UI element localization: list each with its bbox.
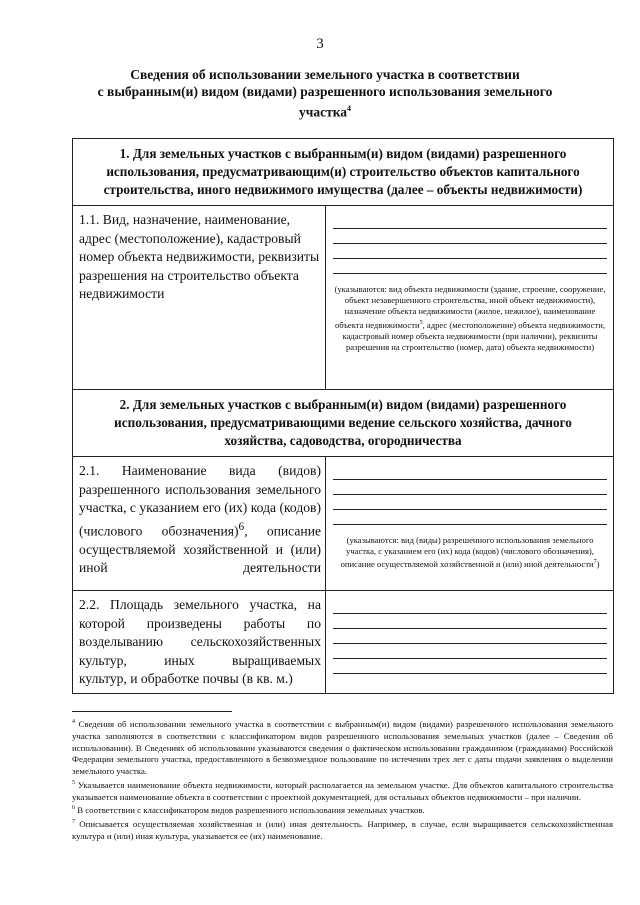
page-number: 3 bbox=[316, 36, 324, 52]
section-1-header-row bbox=[73, 139, 614, 206]
footnote-number: 4 bbox=[72, 719, 75, 725]
footnote-text: Описывается осуществляемая хозяйственная и (или) иная деятельность. Например, в случае, если выращивается сельскохозяйственная культура и (или) иная культура, указывается ее (их) наименование. bbox=[72, 819, 613, 841]
footnote-ref: 5 bbox=[419, 319, 423, 326]
row-1-1 bbox=[73, 206, 614, 390]
fill-line[interactable] bbox=[333, 244, 607, 259]
section-1-heading: 1. Для земельных участков с выбранным(и) видом (видами) разрешенного использования, предусматривающим(и) строительство объектов капитального строительства, иного недвижимого имущества (далее – объекты недвижимости) bbox=[73, 139, 614, 206]
label-text: культур, и обработке почвы (в кв. м.) bbox=[79, 671, 293, 686]
instruction-text: , адрес (местоположение) объекта недвижимости, кадастровый номер объекта недвижимости (при наличии), реквизиты разрешения на строительство (номер, дата) объекта недвижимости) bbox=[342, 319, 605, 352]
footnote-5 bbox=[72, 778, 613, 804]
fill-line[interactable] bbox=[333, 229, 607, 244]
instruction-text: (указываются: вид (виды) разрешенного использования земельного участка, с указанием его (их) кода (кодов) (числового обозначения), описание осуществляемой хозяйственной и (или) иной деятельности bbox=[340, 535, 594, 570]
footnote-4 bbox=[72, 717, 613, 778]
title-line-3 bbox=[70, 100, 580, 121]
footnote-number: 7 bbox=[72, 819, 75, 826]
title-line-2: с выбранным(и) видом (видами) разрешенного использования земельного bbox=[97, 84, 553, 99]
fill-line[interactable] bbox=[333, 510, 607, 525]
document-title bbox=[70, 66, 580, 121]
footnote-ref: 7 bbox=[593, 559, 597, 566]
row-2-2 bbox=[73, 591, 614, 694]
fill-line[interactable] bbox=[333, 214, 607, 229]
fill-line[interactable] bbox=[333, 614, 607, 629]
label-text: 2.2. Площадь земельного участка, на которой произведены работы по возделыванию сельскохозяйственных культур, иных выращиваемых bbox=[79, 597, 321, 668]
footnote-number: 5 bbox=[72, 779, 75, 786]
footnote-divider bbox=[72, 711, 232, 712]
footnote-text: Указывается наименование объекта недвижимости, который располагается на земельном участке. Для объектов капитального строительства указывается наименование объекта в соответствии с проектной документацией, для остальных объектов недвижимости – при наличии. bbox=[72, 779, 613, 802]
row-2-2-input-area[interactable] bbox=[326, 591, 614, 694]
footnote-6 bbox=[72, 803, 613, 817]
row-2-1 bbox=[73, 457, 614, 591]
title-line-1: Сведения об использовании земельного участка в соответствии bbox=[130, 67, 520, 82]
fill-line[interactable] bbox=[333, 629, 607, 644]
row-1-1-instruction bbox=[333, 284, 607, 353]
instruction-text: ) bbox=[596, 559, 600, 570]
title-footnote-ref: 4 bbox=[347, 104, 352, 113]
row-1-1-input-area[interactable] bbox=[326, 206, 614, 390]
fill-line[interactable] bbox=[333, 480, 607, 495]
fill-line[interactable] bbox=[333, 644, 607, 659]
instruction-text: (указываются: вид объекта недвижимости (здание, строение, сооружение, объект незавершенного строительства, иной объект недвижимости), назначение объекта недвижимости (жилое, нежилое), наименование объекта недвижимости bbox=[334, 284, 606, 330]
section-2-heading: 2. Для земельных участков с выбранным(и) видом (видами) разрешенного использования, предусматривающими ведение сельского хозяйства, дачного хозяйства, садоводства, огородничества bbox=[73, 390, 614, 457]
title-line-3-text: участка bbox=[298, 104, 348, 120]
row-1-1-label: 1.1. Вид, назначение, наименование, адрес (местоположение), кадастровый номер объекта недвижимости, реквизиты разрешения на строительство объекта недвижимости bbox=[73, 206, 326, 390]
label-text: 2.1. Наименование вида (видов) разрешенного использования земельного участка, с указанием его (их) кода (кодов) (числового обозначения) bbox=[79, 463, 321, 539]
footnote-text: Сведения об использовании земельного участка в соответствии с выбранным(и) видом (видами) разрешенного использования земельного участка заполняются в соответствии с классификатором видов разрешенного использования земельных участков (далее – Сведения об использовании). В Сведениях об использовании указываются сведения о фактическом использовании гражданином (гражданами) Российской Федерации земельного участка, предоставленного в безвозмездное пользование по истечении трех лет с даты подачи заявления о выделении земельного участка. bbox=[72, 718, 613, 777]
row-2-1-label bbox=[73, 457, 326, 591]
fill-line[interactable] bbox=[333, 495, 607, 510]
footnotes bbox=[72, 717, 613, 843]
section-2-header-row bbox=[73, 390, 614, 457]
fill-line[interactable] bbox=[333, 465, 607, 480]
row-2-2-label bbox=[73, 591, 326, 694]
footnote-number: 6 bbox=[72, 805, 75, 812]
label-text: , описание осуществляемой хозяйственной и (или) иной деятельности bbox=[79, 523, 321, 576]
footnote-7 bbox=[72, 817, 613, 843]
row-2-1-instruction bbox=[333, 535, 607, 570]
footnote-ref: 6 bbox=[238, 520, 245, 533]
fill-line[interactable] bbox=[333, 259, 607, 274]
fill-line[interactable] bbox=[333, 659, 607, 674]
fill-line[interactable] bbox=[333, 599, 607, 614]
usage-form-table bbox=[72, 138, 614, 694]
row-2-1-input-area[interactable] bbox=[326, 457, 614, 591]
footnote-text: В соответствии с классификатором видов разрешенного использования земельных участков. bbox=[75, 805, 425, 816]
